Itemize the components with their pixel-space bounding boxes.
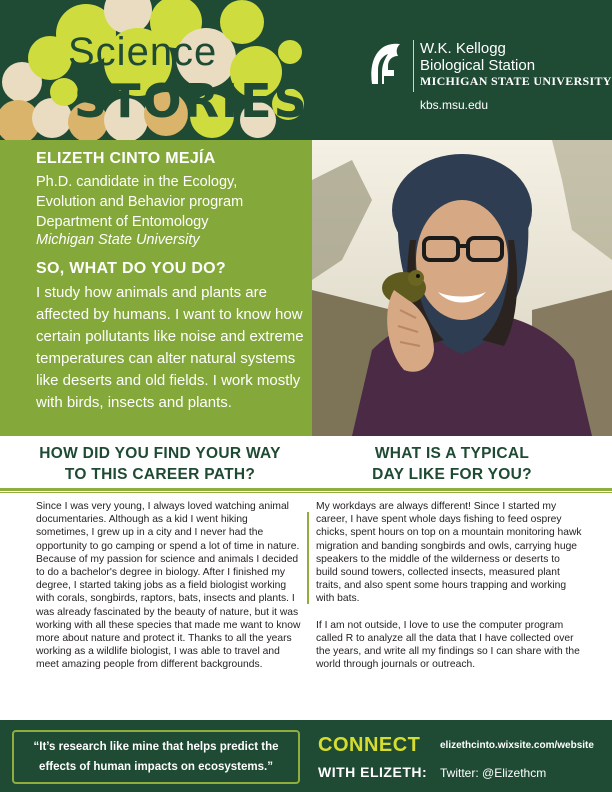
- section-heading-career-path: [30, 443, 290, 485]
- typical-day-heading-line1: WHAT IS A TYPICAL: [374, 445, 530, 462]
- profile-role-line1: Ph.D. candidate in the Ecology,: [36, 174, 238, 190]
- section-text-career-path: Since I was very young, I always loved watching animal documentaries. Although as a kid I went hiking sometimes, I grew up in a city and I never had the opportunity to go camping or spend a lot of time in nature. Because of my passion for science and animals I decided to do a bachelor's degree in biology. After I finished my degree, I started taking jobs as a field biologist working with corals, songbirds, raptors, bats, insects and plants. I was already fascinated by the beauty of nature, but it was working with all these species that made me want to know more about nature and protect it. Thanks to all the years working as a wildlife biologist, I was able to travel and meet amazing people from different backgrounds.: [36, 501, 301, 671]
- profile-university: Michigan State University: [36, 232, 200, 248]
- divider-rule-thick: [0, 488, 612, 491]
- connect-heading: CONNECT: [318, 734, 421, 756]
- pull-quote-line1: “It’s research like mine that helps predict the: [33, 741, 279, 753]
- column-divider: [307, 512, 309, 604]
- website-link[interactable]: elizethcinto.wixsite.com/website: [440, 740, 594, 751]
- section-heading-typical-day: [322, 443, 582, 485]
- logo-divider: [413, 40, 414, 92]
- career-path-heading-line2: TO THIS CAREER PATH?: [64, 466, 256, 483]
- org-name-line2: Biological Station: [420, 57, 536, 74]
- header-title-science: Science: [68, 30, 218, 74]
- connect-subheading: WITH ELIZETH:: [318, 764, 428, 780]
- spartan-helmet-icon: [366, 40, 406, 88]
- org-name: [420, 40, 535, 74]
- section-text-what-do-you-do: I study how animals and plants are affected by humans. I want to know how certain pollutants like noise and extreme temperatures can alter natural systems like deserts and old fields. I work mostly with birds, insects and plants.: [36, 284, 304, 411]
- section-text-typical-day: [316, 500, 584, 671]
- pull-quote-line2: effects of human impacts on ecosystems.”: [39, 761, 273, 773]
- section-heading-what-do-you-do: SO, WHAT DO YOU DO?: [36, 260, 226, 277]
- divider-rule-thin: [0, 492, 612, 493]
- typical-day-heading-line2: DAY LIKE FOR YOU?: [372, 466, 532, 483]
- career-path-heading-line1: HOW DID YOU FIND YOUR WAY: [39, 445, 281, 462]
- pull-quote: [16, 737, 296, 777]
- twitter-link[interactable]: Twitter: @Elizethcm: [440, 766, 547, 780]
- profile-photo: [312, 140, 612, 436]
- header-banner: [0, 0, 612, 140]
- profile-role-line3: Department of Entomology: [36, 214, 209, 230]
- profile-name: ELIZETH CINTO MEJÍA: [36, 150, 216, 167]
- typical-day-paragraph-1: My workdays are always different! Since I started my career, I have spent whole days fishing to feed osprey chicks, spent hours on top on a mountain monitoring hawk migration and banding songbirds and owls, carrying huge speakers to the middle of the wilderness or deserts to build sound towers, collected insects, measured plant traits, and also spent some hours trapping and working with bats.: [316, 501, 582, 605]
- profile-role: [36, 172, 316, 232]
- header-title-stories: STORIES!: [74, 74, 332, 128]
- org-url-link[interactable]: kbs.msu.edu: [420, 98, 489, 112]
- org-name-line1: W.K. Kellogg: [420, 40, 506, 57]
- org-university: MICHIGAN STATE UNIVERSITY: [420, 74, 612, 88]
- profile-role-line2: Evolution and Behavior program: [36, 194, 244, 210]
- typical-day-paragraph-2: If I am not outside, I love to use the computer program called R to analyze all the data that I have collected over the years, and write all my findings so I can share with the world through journals or outreach.: [316, 619, 580, 671]
